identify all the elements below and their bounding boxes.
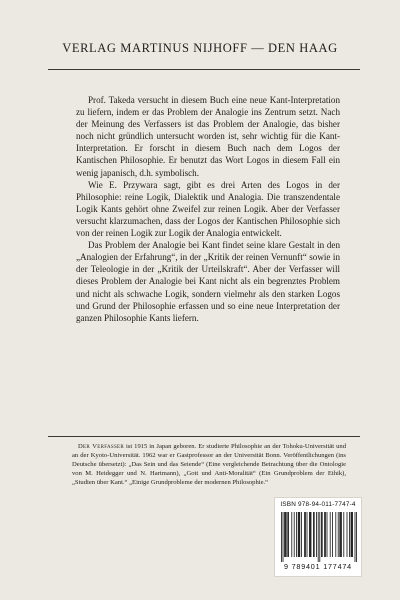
barcode-bar [311,512,312,557]
barcode-bar [352,512,353,557]
author-note-lead: Der Verfasser [78,443,125,450]
barcode-bar [349,512,350,557]
barcode-bar [330,512,331,557]
barcode-bar [288,512,289,557]
barcode-bar [339,512,340,557]
barcode-bar [316,512,317,557]
barcode-bar [324,512,325,557]
barcode-image [281,512,357,562]
barcode-bar [291,512,292,557]
barcode-bar [321,512,322,557]
barcode-bar [313,512,314,557]
publisher-name: VERLAG MARTINUS NIJHOFF — DEN HAAG [62,41,338,55]
book-description [76,94,340,324]
barcode-bar [304,512,305,557]
barcode-bar [299,512,300,557]
barcode-bar [287,512,288,557]
barcode-bar [310,512,311,557]
barcode-bar [296,512,297,557]
isbn-barcode-box [274,497,362,577]
barcode-bar [327,512,328,557]
barcode-bar [325,512,326,557]
top-rule [48,69,360,70]
barcode-bar [340,512,341,557]
barcode-bar [356,512,357,562]
barcode-bar [305,512,306,557]
barcode-bar [281,512,282,562]
barcode-bar [332,512,333,557]
bottom-rule [48,436,360,437]
barcode-bar [301,512,302,557]
barcode-bar [319,512,320,562]
barcode-bar [343,512,344,557]
barcode-bar [284,512,285,557]
barcode-bar [307,512,308,557]
barcode-digits: 9 789401 177474 [284,562,352,571]
description-paragraph: Wie E. Przywara sagt, gibt es drei Arten des Logos in der Philosophie: reine Logik, Dialektik und Analogia. Die transzendentale Logik Kants gehört ohne Zweifel zur reinen Logik. Aber der Verfasser versucht klarzumachen, dass der Logos der Kantischen Philosophie sich von der reinen Logik zur Logik der Analogia entwickelt. [76,179,340,239]
barcode-bar [338,512,339,557]
barcode-bar [318,512,319,562]
barcode-bar [314,512,315,557]
barcode-bar [322,512,323,557]
author-note [72,443,346,488]
barcode-bar [299,512,300,557]
barcode-bar [285,512,286,557]
author-note-text: ist 1915 in Japan geboren. Er studierte Philosophie an der Tohoku-Universität und an der Kyoto-Universität. 1962 war er Gastprofessor an der Universität Bonn. Veröffentlichungen (ins Deutsche übersetzt): „Das Sein und das Seiende“ (Eine vergleichende Betrachtung über die Ontologie von M. Heidegger und N. Hartmann), „Gott und Anti-Moralität“ (Ein Grundproblem der Ethik), „Studien über Kant.“ „Einige Grundprobleme der modernen Philosophie.“ [72,443,346,486]
barcode-bar [351,512,352,557]
barcode-bar [335,512,336,557]
description-paragraph: Das Problem der Analogie bei Kant findet seine klare Gestalt in den „Analogien der Erfahrung“, in der „Kritik der reinen Vernunft“ sowie in der Teleologie in der „Kritik der Urteilskraft“. Aber der Verfasser will dieses Problem der Analogie bei Kant nicht als ein begrenztes Problem und nicht als schwache Logik, sondern vielmehr als den starken Logos und Grund der Philosophie erfassen und so eine neue Interpretation der ganzen Philosophie Kants liefern. [76,240,340,323]
description-paragraph: Prof. Takeda versucht in diesem Buch eine neue Kant-Interpretation zu liefern, indem er das Problem der Analogie ins Zentrum setzt. Nach der Meinung des Verfassers ist das Problem der Analogie, das bisher noch nicht gründlich untersucht worden ist, sehr wichtig für die Kant-Interpretation. Er forscht in diesem Buch nach dem Logos der Kantischen Philosophie. Er benutzt das Wort Logos in diesem Fall ein wenig japanisch, d.h. symbolisch. [76,95,340,178]
isbn-label: ISBN 978-94-011-7747-4 [280,501,356,508]
barcode-bar [351,512,352,557]
barcode-bar [298,512,299,557]
barcode-bar [283,512,284,562]
barcode-bar [294,512,295,557]
barcode-bar [286,512,287,557]
barcode-bar [309,512,310,557]
barcode-bar [347,512,348,557]
barcode-bar [341,512,342,557]
barcode-bar [355,512,356,562]
